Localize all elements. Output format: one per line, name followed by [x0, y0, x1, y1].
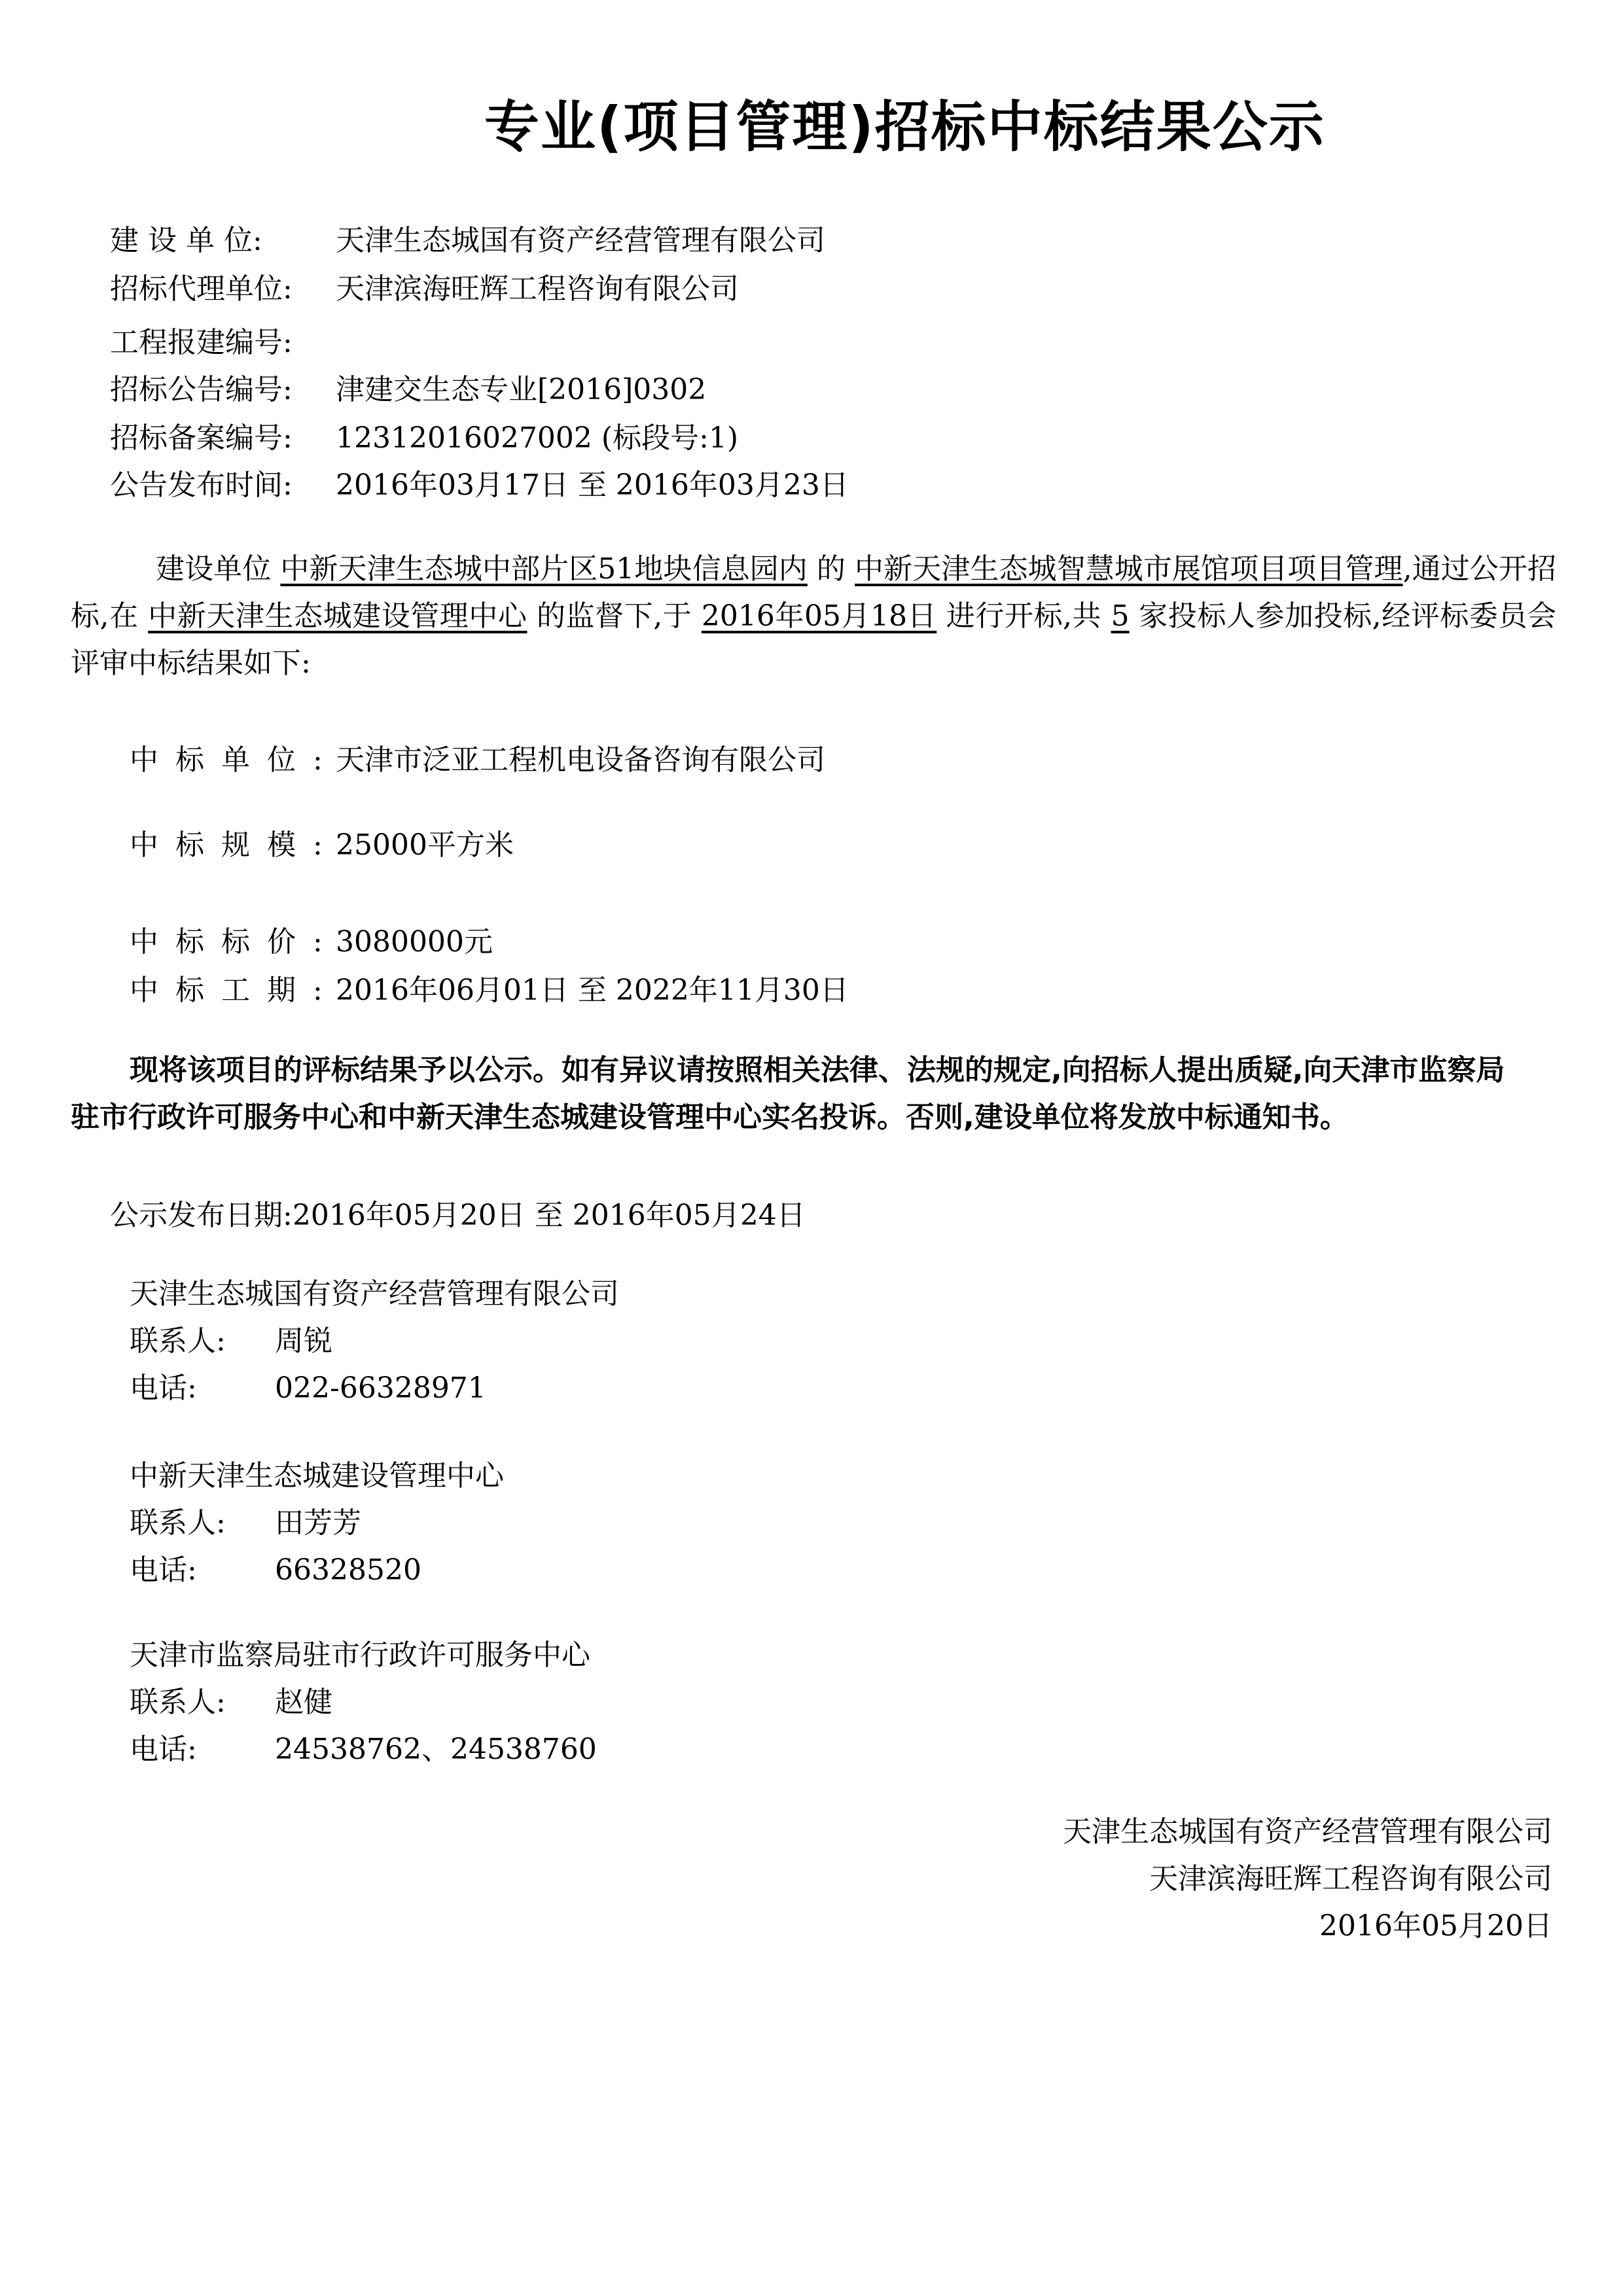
meta-row-filing-no	[110, 419, 738, 458]
contact-phone-label: 电话:	[130, 1733, 197, 1766]
contact-person-label: 联系人:	[130, 1324, 226, 1358]
contact-block-supervisor	[130, 1453, 504, 1594]
award-value: 2016年06月01日 至 2022年11月30日	[336, 974, 849, 1007]
meta-value: 天津生态城国有资产经营管理有限公司	[336, 224, 825, 257]
contact-person: 田芳芳	[275, 1506, 361, 1540]
notice-text: 现将该项目的评标结果予以公示。如有异议请按照相关法律、法规的规定,向招标人提出质疑,向天津市监察局驻市行政许可服务中心和中新天津生态城建设管理中心实名投诉。否则,建设单位将发放中标通知书。	[71, 1053, 1505, 1134]
contact-phone-label: 电话:	[130, 1553, 197, 1587]
bid-opening-date: 2016年05月18日	[701, 599, 937, 633]
award-label: 中标单位:	[130, 743, 340, 777]
meta-value: 2016年03月17日 至 2016年03月23日	[336, 468, 849, 502]
supervising-body: 中新天津生态城建设管理中心	[148, 599, 527, 633]
award-row-scale	[130, 826, 514, 865]
meta-row-announcement-no	[110, 370, 706, 410]
meta-row-agent	[110, 270, 739, 309]
contact-block-owner	[130, 1271, 619, 1412]
contact-person-line	[130, 1679, 597, 1726]
signature-org-agent: 天津滨海旺辉工程咨询有限公司	[1149, 1862, 1552, 1896]
meta-label: 建 设 单 位:	[110, 224, 262, 257]
intro-text: 的监督下,于	[527, 599, 702, 633]
meta-label: 招标代理单位:	[110, 272, 293, 306]
contact-phone-label: 电话:	[130, 1371, 197, 1405]
meta-value: 津建交生态专业[2016]0302	[336, 373, 707, 406]
contact-person-label: 联系人:	[130, 1686, 226, 1719]
project-name: 中新天津生态城智慧城市展馆项目项目管理	[855, 552, 1403, 586]
award-value: 25000平方米	[336, 828, 514, 862]
intro-text: 的	[807, 552, 855, 586]
intro-text: ,通过公开招标,在	[71, 552, 1556, 633]
contact-phone-line	[130, 1365, 619, 1412]
contact-person: 周锐	[275, 1324, 332, 1358]
award-value: 天津市泛亚工程机电设备咨询有限公司	[336, 743, 825, 777]
meta-row-builder	[110, 221, 825, 260]
meta-label: 公告发布时间:	[110, 468, 293, 502]
contact-phone: 022-66328971	[275, 1371, 486, 1405]
project-location: 中新天津生态城中部片区51地块信息园内	[280, 552, 808, 586]
meta-label: 招标公告编号:	[110, 373, 293, 406]
contact-org: 天津市监察局驻市行政许可服务中心	[130, 1638, 590, 1672]
publicity-period-label: 公示发布日期:	[110, 1199, 293, 1232]
publicity-period	[110, 1196, 806, 1235]
award-label: 中标工期:	[130, 974, 340, 1007]
intro-text: 进行开标,共	[936, 599, 1111, 633]
award-value: 3080000元	[336, 925, 493, 959]
signature-date: 2016年05月20日	[1319, 1909, 1552, 1943]
meta-value: 天津滨海旺辉工程咨询有限公司	[336, 272, 739, 306]
meta-row-announcement-period	[110, 466, 849, 505]
intro-text: 建设单位	[156, 552, 281, 586]
award-label: 中标标价:	[130, 925, 340, 959]
publicity-period-value: 2016年05月20日 至 2016年05月24日	[292, 1199, 806, 1232]
meta-label: 招标备案编号:	[110, 421, 293, 455]
signature-block	[1063, 1809, 1552, 1950]
award-row-winner	[130, 741, 825, 780]
signature-org-owner: 天津生态城国有资产经营管理有限公司	[1063, 1815, 1552, 1848]
contact-person: 赵健	[275, 1686, 332, 1719]
bidder-count: 5	[1111, 599, 1130, 633]
contact-person-line	[130, 1318, 619, 1365]
contact-phone: 66328520	[275, 1553, 421, 1587]
contact-phone-line	[130, 1726, 597, 1773]
contact-org: 中新天津生态城建设管理中心	[130, 1459, 504, 1492]
award-row-duration	[130, 971, 849, 1010]
meta-value: 12312016027002 (标段号:1)	[336, 421, 739, 455]
contact-person-label: 联系人:	[130, 1506, 226, 1540]
contact-block-inspection	[130, 1632, 597, 1773]
contact-org: 天津生态城国有资产经营管理有限公司	[130, 1277, 619, 1311]
intro-text: 家投标人参加投标,经评标委员会评审中标结果如下:	[71, 599, 1557, 680]
meta-label: 工程报建编号:	[110, 326, 293, 359]
document-title: 专业(项目管理)招标中标结果公示	[484, 95, 1325, 159]
contact-phone: 24538762、24538760	[275, 1733, 597, 1766]
contact-phone-line	[130, 1547, 504, 1594]
meta-row-registration-no	[110, 323, 336, 362]
intro-paragraph	[71, 546, 1556, 687]
publicity-notice	[71, 1047, 1510, 1141]
award-label: 中标规模:	[130, 828, 340, 862]
contact-person-line	[130, 1500, 504, 1547]
award-row-price	[130, 923, 493, 962]
